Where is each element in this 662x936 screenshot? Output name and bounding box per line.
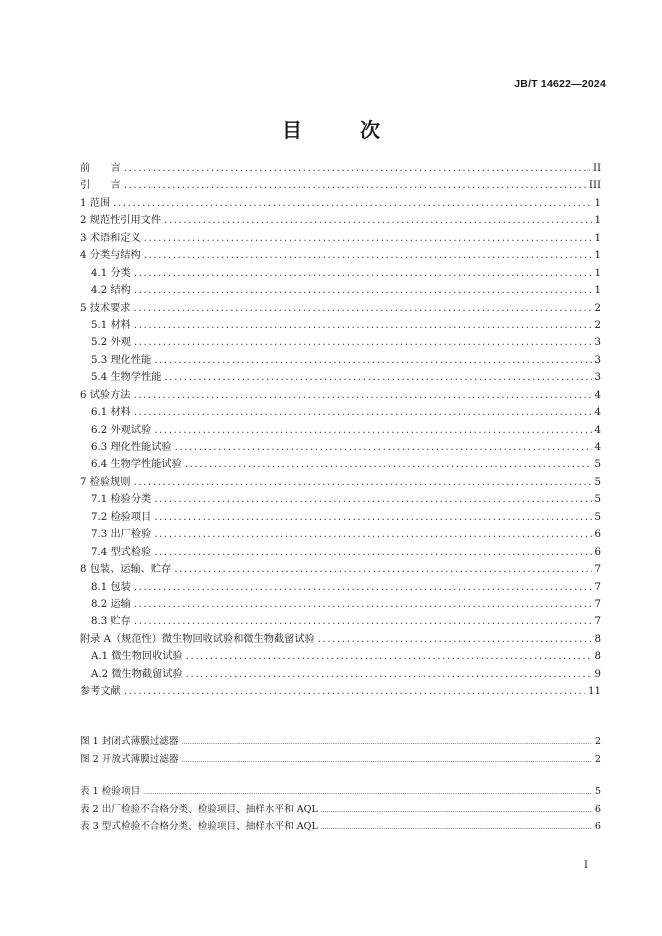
toc-entry-label: A.1 微生物回收试验 bbox=[91, 651, 183, 663]
dot-leader bbox=[134, 282, 592, 299]
toc-entry-page: 6 bbox=[594, 546, 601, 558]
toc-entry-label: 3 术语和定义 bbox=[80, 232, 141, 244]
dot-leader bbox=[154, 422, 591, 439]
dot-leader bbox=[186, 666, 592, 683]
toc-entry-label: 引 言 bbox=[80, 180, 121, 192]
table-of-contents bbox=[80, 160, 601, 701]
table-entry[interactable] bbox=[80, 818, 601, 836]
toc-entry-page: 1 bbox=[594, 250, 601, 262]
dot-leader bbox=[134, 334, 592, 351]
table-entry-label: 表 3 型式检验不合格分类、检验项目、抽样水平和 AQL bbox=[80, 821, 318, 832]
toc-entry-page: 7 bbox=[594, 616, 601, 628]
toc-entry-page: 4 bbox=[594, 407, 601, 419]
toc-entry-label: 参考文献 bbox=[80, 686, 121, 698]
toc-entry[interactable] bbox=[80, 352, 601, 369]
toc-entry[interactable] bbox=[80, 613, 601, 630]
toc-entry-page: 8 bbox=[594, 651, 601, 663]
dot-leader bbox=[164, 212, 591, 229]
dot-leader bbox=[185, 456, 592, 473]
toc-entry[interactable] bbox=[80, 300, 601, 317]
toc-entry-page: 4 bbox=[594, 389, 601, 401]
dot-leader bbox=[133, 474, 591, 491]
title-char-1: 目 bbox=[282, 118, 302, 142]
dot-leader bbox=[124, 177, 586, 194]
toc-entry[interactable] bbox=[80, 247, 601, 264]
figure-entry-label: 图 2 开放式薄膜过滤器 bbox=[80, 753, 179, 765]
toc-entry-label: 8.1 包装 bbox=[91, 581, 131, 593]
toc-entry[interactable] bbox=[80, 265, 601, 282]
dot-leader bbox=[186, 648, 592, 665]
dot-leader bbox=[154, 526, 591, 543]
toc-entry-page: 1 bbox=[594, 232, 601, 244]
toc-entry-label: 7.1 检验分类 bbox=[91, 494, 152, 506]
toc-entry-page: 11 bbox=[588, 686, 601, 698]
toc-entry-page: 8 bbox=[594, 633, 601, 645]
toc-entry[interactable] bbox=[80, 439, 601, 456]
toc-entry[interactable] bbox=[80, 456, 601, 473]
dot-leader bbox=[134, 404, 592, 421]
toc-entry[interactable] bbox=[80, 579, 601, 596]
toc-entry-label: 5.3 理化性能 bbox=[91, 354, 152, 366]
dot-leader bbox=[182, 752, 592, 770]
toc-entry[interactable] bbox=[80, 422, 601, 439]
dot-leader bbox=[113, 195, 591, 212]
toc-entry-label: 6.4 生物学性能试验 bbox=[91, 459, 182, 471]
dot-leader bbox=[133, 300, 591, 317]
toc-entry-label: 7.3 出厂检验 bbox=[91, 529, 152, 541]
table-entry-page: 6 bbox=[594, 821, 601, 832]
toc-entry[interactable] bbox=[80, 387, 601, 404]
toc-entry-label: 7.2 检验项目 bbox=[91, 511, 152, 523]
toc-entry[interactable] bbox=[80, 474, 601, 491]
toc-entry-page: 1 bbox=[594, 285, 601, 297]
dot-leader bbox=[175, 439, 592, 456]
dot-leader bbox=[134, 613, 592, 630]
table-entry-label: 表 1 检验项目 bbox=[80, 786, 141, 797]
toc-entry-label: 8.3 贮存 bbox=[91, 616, 131, 628]
figure-entry-page: 2 bbox=[594, 736, 601, 747]
dot-leader bbox=[143, 784, 592, 802]
toc-entry-label: 7.4 型式检验 bbox=[91, 546, 152, 558]
page-number: I bbox=[584, 860, 588, 871]
list-of-figures bbox=[80, 733, 601, 768]
toc-entry-label: 6.3 理化性能试验 bbox=[91, 442, 172, 453]
standard-code: JB/T 14622—2024 bbox=[514, 78, 606, 90]
toc-entry-label: 5.4 生物学性能 bbox=[91, 372, 162, 384]
toc-entry-label: 4.2 结构 bbox=[91, 285, 131, 297]
toc-entry-label: 6 试验方法 bbox=[80, 389, 131, 401]
dot-leader bbox=[133, 387, 591, 404]
toc-entry-page: 7 bbox=[594, 564, 601, 576]
page-title bbox=[0, 114, 662, 143]
toc-entry[interactable] bbox=[80, 404, 601, 421]
toc-entry-label: 5.1 材料 bbox=[91, 319, 131, 331]
table-entry[interactable] bbox=[80, 801, 601, 819]
toc-entry-page: 5 bbox=[594, 511, 601, 523]
toc-entry[interactable] bbox=[80, 683, 601, 700]
toc-entry-page: 2 bbox=[594, 319, 601, 331]
toc-entry[interactable] bbox=[80, 526, 601, 543]
toc-entry[interactable] bbox=[80, 544, 601, 561]
dot-leader bbox=[321, 819, 592, 837]
toc-entry-label: 4 分类与结构 bbox=[80, 250, 141, 262]
dot-leader bbox=[134, 265, 592, 282]
dot-leader bbox=[154, 352, 591, 369]
dot-leader bbox=[134, 596, 592, 613]
toc-entry-page: 9 bbox=[594, 668, 601, 680]
dot-leader bbox=[164, 369, 591, 386]
toc-entry-page: 3 bbox=[594, 372, 601, 384]
toc-entry-page: 1 bbox=[594, 267, 601, 279]
toc-entry[interactable] bbox=[80, 631, 601, 648]
dot-leader bbox=[182, 734, 592, 752]
toc-entry[interactable] bbox=[80, 195, 601, 212]
toc-entry[interactable] bbox=[80, 177, 601, 194]
dot-leader bbox=[174, 561, 591, 578]
toc-entry-label: 6.1 材料 bbox=[91, 407, 131, 419]
toc-entry-page: III bbox=[588, 180, 601, 192]
dot-leader bbox=[134, 317, 592, 334]
toc-entry-page: 4 bbox=[594, 442, 601, 453]
toc-entry[interactable] bbox=[80, 509, 601, 526]
dot-leader bbox=[124, 683, 585, 700]
table-entry[interactable] bbox=[80, 783, 601, 801]
table-entry-page: 6 bbox=[594, 803, 601, 815]
toc-entry-label: 2 规范性引用文件 bbox=[80, 215, 162, 227]
toc-entry-label: 1 范围 bbox=[80, 197, 111, 209]
toc-entry-page: 7 bbox=[594, 598, 601, 610]
toc-entry-page: 3 bbox=[594, 354, 601, 366]
toc-entry-label: 附录 A（规范性）微生物回收试验和微生物截留试验 bbox=[80, 633, 315, 645]
toc-entry-label: 4.1 分类 bbox=[91, 267, 131, 279]
title-char-2: 次 bbox=[360, 118, 380, 142]
table-entry-label: 表 2 出厂检验不合格分类、检验项目、抽样水平和 AQL bbox=[80, 803, 318, 815]
dot-leader bbox=[154, 509, 591, 526]
toc-entry-page: 4 bbox=[594, 424, 601, 436]
dot-leader bbox=[154, 491, 591, 508]
toc-entry-label: 5 技术要求 bbox=[80, 302, 131, 314]
figure-entry-label: 图 1 封闭式薄膜过滤器 bbox=[80, 736, 179, 747]
toc-entry[interactable] bbox=[80, 282, 601, 299]
toc-entry-label: 8 包装、运输、贮存 bbox=[80, 564, 172, 576]
figure-entry[interactable] bbox=[80, 733, 601, 751]
toc-entry[interactable] bbox=[80, 334, 601, 351]
figure-entry-page: 2 bbox=[594, 753, 601, 765]
toc-entry-page: 1 bbox=[594, 197, 601, 209]
toc-entry[interactable] bbox=[80, 596, 601, 613]
toc-entry-page: 3 bbox=[594, 337, 601, 349]
toc-entry[interactable] bbox=[80, 160, 601, 177]
toc-entry-page: 2 bbox=[594, 302, 601, 314]
dot-leader bbox=[124, 160, 590, 177]
dot-leader bbox=[154, 544, 591, 561]
toc-entry-page: 1 bbox=[594, 215, 601, 227]
toc-entry[interactable] bbox=[80, 212, 601, 229]
toc-entry-label: 5.2 外观 bbox=[91, 337, 131, 349]
toc-entry-label: 前 言 bbox=[80, 163, 121, 174]
toc-entry-label: 6.2 外观试验 bbox=[91, 424, 152, 436]
toc-entry[interactable] bbox=[80, 561, 601, 578]
toc-entry[interactable] bbox=[80, 648, 601, 665]
figure-entry[interactable] bbox=[80, 751, 601, 769]
toc-entry[interactable] bbox=[80, 317, 601, 334]
toc-entry-page: 5 bbox=[594, 459, 601, 471]
toc-entry-page: II bbox=[592, 163, 601, 174]
toc-entry[interactable] bbox=[80, 230, 601, 247]
dot-leader bbox=[144, 230, 592, 247]
toc-entry-label: 7 检验规则 bbox=[80, 476, 131, 488]
dot-leader bbox=[134, 579, 592, 596]
toc-entry-page: 5 bbox=[594, 494, 601, 506]
toc-entry[interactable] bbox=[80, 666, 601, 683]
dot-leader bbox=[321, 802, 592, 820]
toc-entry[interactable] bbox=[80, 491, 601, 508]
toc-entry-page: 6 bbox=[594, 529, 601, 541]
dot-leader bbox=[144, 247, 592, 264]
toc-entry-page: 7 bbox=[594, 581, 601, 593]
table-entry-page: 5 bbox=[594, 786, 601, 797]
list-of-tables bbox=[80, 783, 601, 836]
toc-entry-label: A.2 微生物截留试验 bbox=[91, 668, 183, 680]
toc-entry-page: 5 bbox=[594, 476, 601, 488]
toc-entry[interactable] bbox=[80, 369, 601, 386]
toc-entry-label: 8.2 运输 bbox=[91, 598, 131, 610]
dot-leader bbox=[318, 631, 592, 648]
